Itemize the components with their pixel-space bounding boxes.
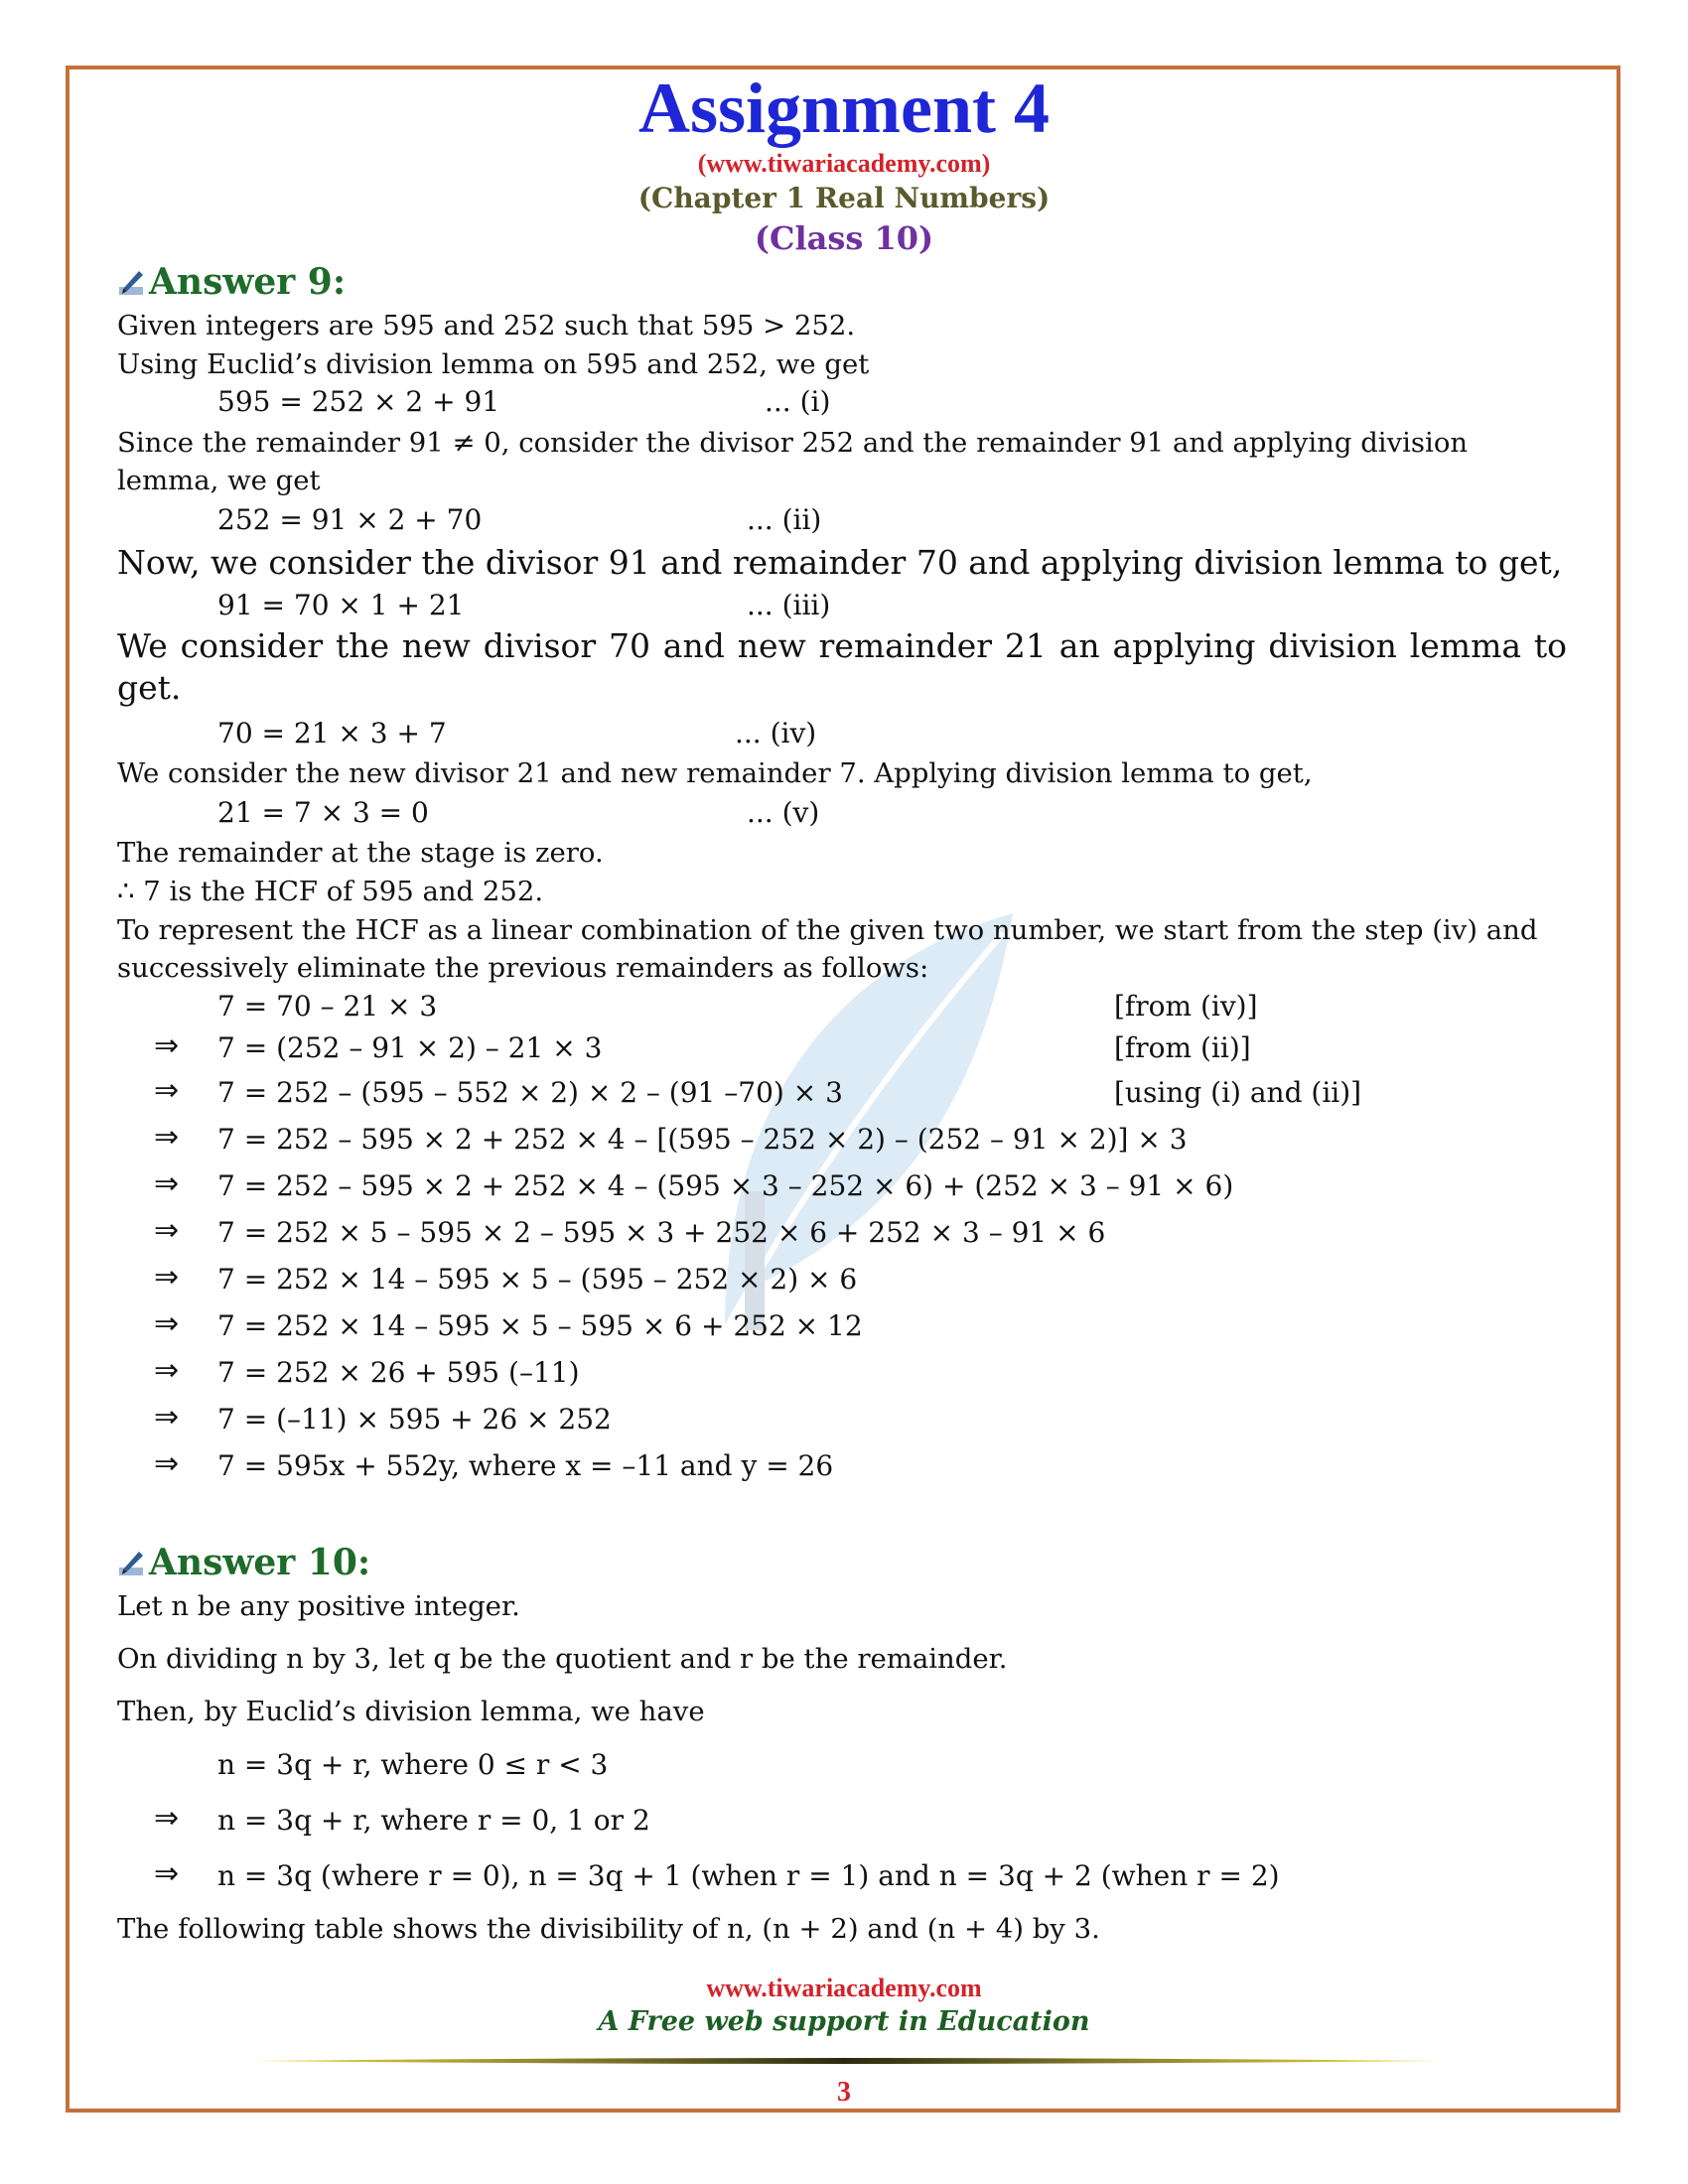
step-note: [from (iv)] [1114, 990, 1258, 1023]
a9-line-9: To represent the HCF as a linear combination of the given two number, we start from the step (iv) and successively eliminate the previous remainders as follows: [117, 914, 1538, 984]
a10-line-2: On dividing n by 3, let q be the quotient and r be the remainder. [117, 1643, 1008, 1675]
header-url[interactable]: (www.tiwariacademy.com) [697, 149, 991, 178]
a9-eq-2: 252 = 91 × 2 + 70 [217, 503, 483, 536]
footer-divider [248, 2055, 1440, 2067]
a9-line-8: ∴ 7 is the HCF of 595 and 252. [117, 876, 544, 907]
a9-tag-4: ... (iv) [735, 717, 817, 750]
implies-symbol: ⇒ [154, 1400, 180, 1434]
answer-10-heading-text: Answer 10: [149, 1542, 371, 1583]
step-expr: 7 = 252 × 5 – 595 × 2 – 595 × 3 + 252 × 6 + 252 × 3 – 91 × 6 [217, 1216, 1106, 1249]
class-label: (Class 10) [754, 219, 934, 257]
a9-line-2: Using Euclid’s division lemma on 595 and 252, we get [117, 348, 870, 380]
a9-tag-3: ... (iii) [747, 589, 831, 621]
step-expr: 7 = 252 – 595 × 2 + 252 × 4 – (595 × 3 – 252 × 6) + (252 × 3 – 91 × 6) [217, 1169, 1234, 1202]
step-note: [using (i) and (ii)] [1114, 1076, 1362, 1109]
answer-9-heading [117, 260, 346, 304]
implies-symbol: ⇒ [154, 1073, 180, 1108]
answer-10-heading [117, 1541, 370, 1584]
step-expr: 7 = 252 – (595 – 552 × 2) × 2 – (91 –70) × 3 [217, 1076, 843, 1109]
header-url-text[interactable]: www.tiwariacademy.com [706, 149, 982, 178]
a9-eq-5: 21 = 7 × 3 = 0 [217, 796, 429, 829]
step-expr: 7 = 70 – 21 × 3 [217, 990, 438, 1023]
step-expr: 7 = 252 × 26 + 595 (–11) [217, 1356, 580, 1389]
implies-symbol: ⇒ [154, 1260, 180, 1295]
a9-eq-3: 91 = 70 × 1 + 21 [217, 589, 465, 621]
footer-url[interactable]: www.tiwariacademy.com [706, 1974, 982, 2002]
a9-line-7: The remainder at the stage is zero. [117, 837, 604, 869]
a9-tag-1: ... (i) [765, 385, 831, 418]
chapter-label: (Chapter 1 Real Numbers) [637, 182, 1051, 214]
a9-tag-2: ... (ii) [747, 503, 822, 536]
a9-eq-1: 595 = 252 × 2 + 91 [217, 385, 500, 418]
a10-eq-1: n = 3q + r, where 0 ≤ r < 3 [217, 1748, 609, 1781]
step-note: [from (ii)] [1114, 1031, 1251, 1064]
implies-symbol: ⇒ [154, 1801, 180, 1836]
implies-symbol: ⇒ [154, 1856, 180, 1891]
step-expr: 7 = (–11) × 595 + 26 × 252 [217, 1403, 612, 1435]
answer-9-heading-text: Answer 9: [149, 261, 347, 303]
a9-line-1: Given integers are 595 and 252 such that 595 > 252. [117, 310, 856, 341]
implies-symbol: ⇒ [154, 1120, 180, 1155]
implies-symbol: ⇒ [154, 1446, 180, 1481]
a10-line-1: Let n be any positive integer. [117, 1590, 520, 1622]
implies-symbol: ⇒ [154, 1213, 180, 1248]
implies-symbol: ⇒ [154, 1028, 180, 1063]
step-expr: 7 = 252 – 595 × 2 + 252 × 4 – [(595 – 252 × 2) – (252 – 91 × 2)] × 3 [217, 1123, 1188, 1156]
assignment-title: Assignment 4 [637, 68, 1051, 148]
a9-line-4: Now, we consider the divisor 91 and remainder 70 and applying division lemma to get, [117, 543, 1563, 582]
step-expr: 7 = 252 × 14 – 595 × 5 – 595 × 6 + 252 × 12 [217, 1309, 863, 1342]
implies-symbol: ⇒ [154, 1306, 180, 1341]
a9-line-3: Since the remainder 91 ≠ 0, consider the divisor 252 and the remainder 91 and applying division lemma, we get [117, 427, 1469, 496]
a9-eq-4: 70 = 21 × 3 + 7 [217, 717, 447, 750]
page-number: 3 [837, 2077, 851, 2108]
a10-eq-2: n = 3q + r, where r = 0, 1 or 2 [217, 1804, 650, 1837]
a10-eq-3: n = 3q (where r = 0), n = 3q + 1 (when r = 1) and n = 3q + 2 (when r = 2) [217, 1859, 1280, 1892]
pen-icon [117, 1548, 147, 1577]
implies-symbol: ⇒ [154, 1166, 180, 1201]
implies-symbol: ⇒ [154, 1353, 180, 1388]
a10-line-4: The following table shows the divisibility of n, (n + 2) and (n + 4) by 3. [117, 1913, 1100, 1945]
step-expr: 7 = 252 × 14 – 595 × 5 – (595 – 252 × 2) × 6 [217, 1263, 858, 1296]
a9-line-5: We consider the new divisor 70 and new remainder 21 an applying division lemma to get. [117, 626, 1567, 707]
pen-icon [117, 267, 147, 297]
footer-tagline: A Free web support in Education [598, 2006, 1090, 2037]
step-expr: 7 = 595x + 552y, where x = –11 and y = 26 [217, 1449, 834, 1482]
a9-line-6: We consider the new divisor 21 and new remainder 7. Applying division lemma to get, [117, 757, 1313, 789]
a10-line-3: Then, by Euclid’s division lemma, we have [117, 1696, 705, 1727]
a9-tag-5: ... (v) [747, 796, 820, 829]
step-expr: 7 = (252 – 91 × 2) – 21 × 3 [217, 1031, 603, 1064]
